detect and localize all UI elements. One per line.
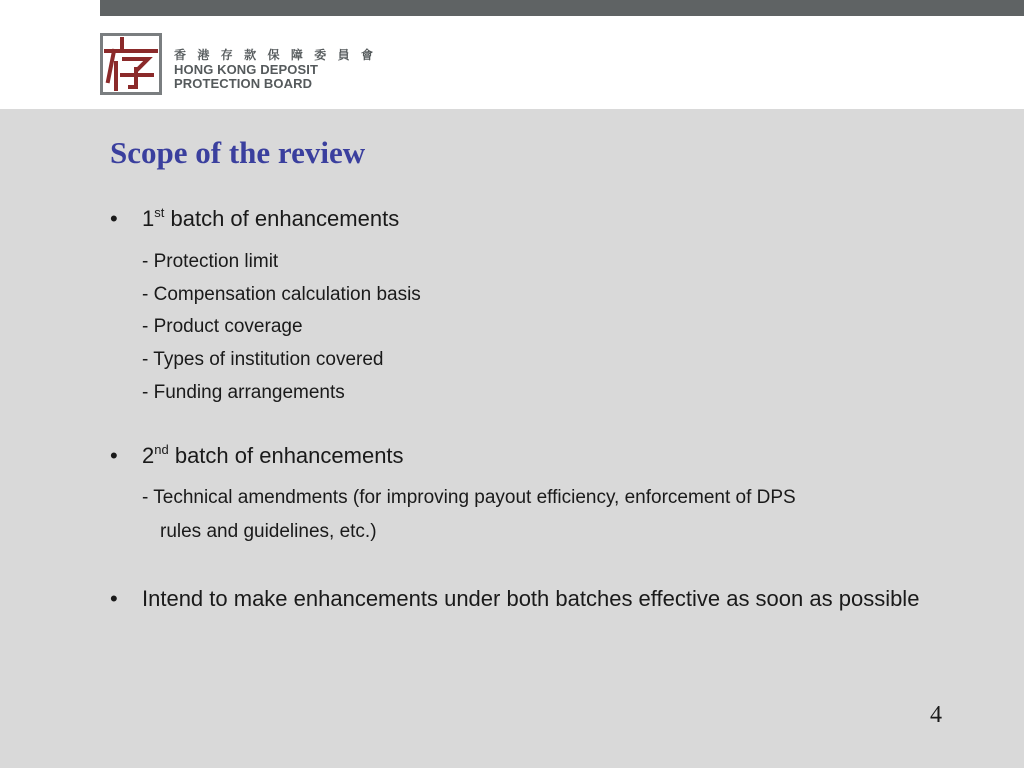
org-name-english-line1: HONG KONG DEPOSIT — [174, 62, 318, 77]
org-logo-text — [174, 48, 377, 91]
sub-item: - Compensation calculation basis — [142, 284, 421, 305]
page-number: 4 — [930, 702, 942, 728]
sub-item: rules and guidelines, etc.) — [160, 521, 377, 542]
sub-item: - Protection limit — [142, 251, 279, 272]
top-bar — [100, 0, 1024, 16]
bullet-icon: • — [110, 443, 118, 468]
bullet-text: 1st batch of enhancements — [142, 205, 400, 231]
bullet-icon: • — [110, 586, 118, 611]
bullet-text: Intend to make enhancements under both batches effective as soon as possible — [142, 586, 920, 611]
slide-title: Scope of the review — [110, 135, 366, 170]
sub-item: - Types of institution covered — [142, 349, 384, 370]
sub-item: - Funding arrangements — [142, 382, 345, 403]
hkdpb-logo-icon — [100, 33, 162, 95]
org-name-english-line2: PROTECTION BOARD — [174, 76, 313, 91]
sub-item: - Technical amendments (for improving payout efficiency, enforcement of DPS — [142, 487, 796, 508]
sub-item: - Product coverage — [142, 316, 303, 337]
bullet-text: 2nd batch of enhancements — [142, 442, 404, 468]
org-name-chinese: 香 港 存 款 保 障 委 員 會 — [174, 48, 377, 62]
bullet-icon: • — [110, 206, 118, 231]
